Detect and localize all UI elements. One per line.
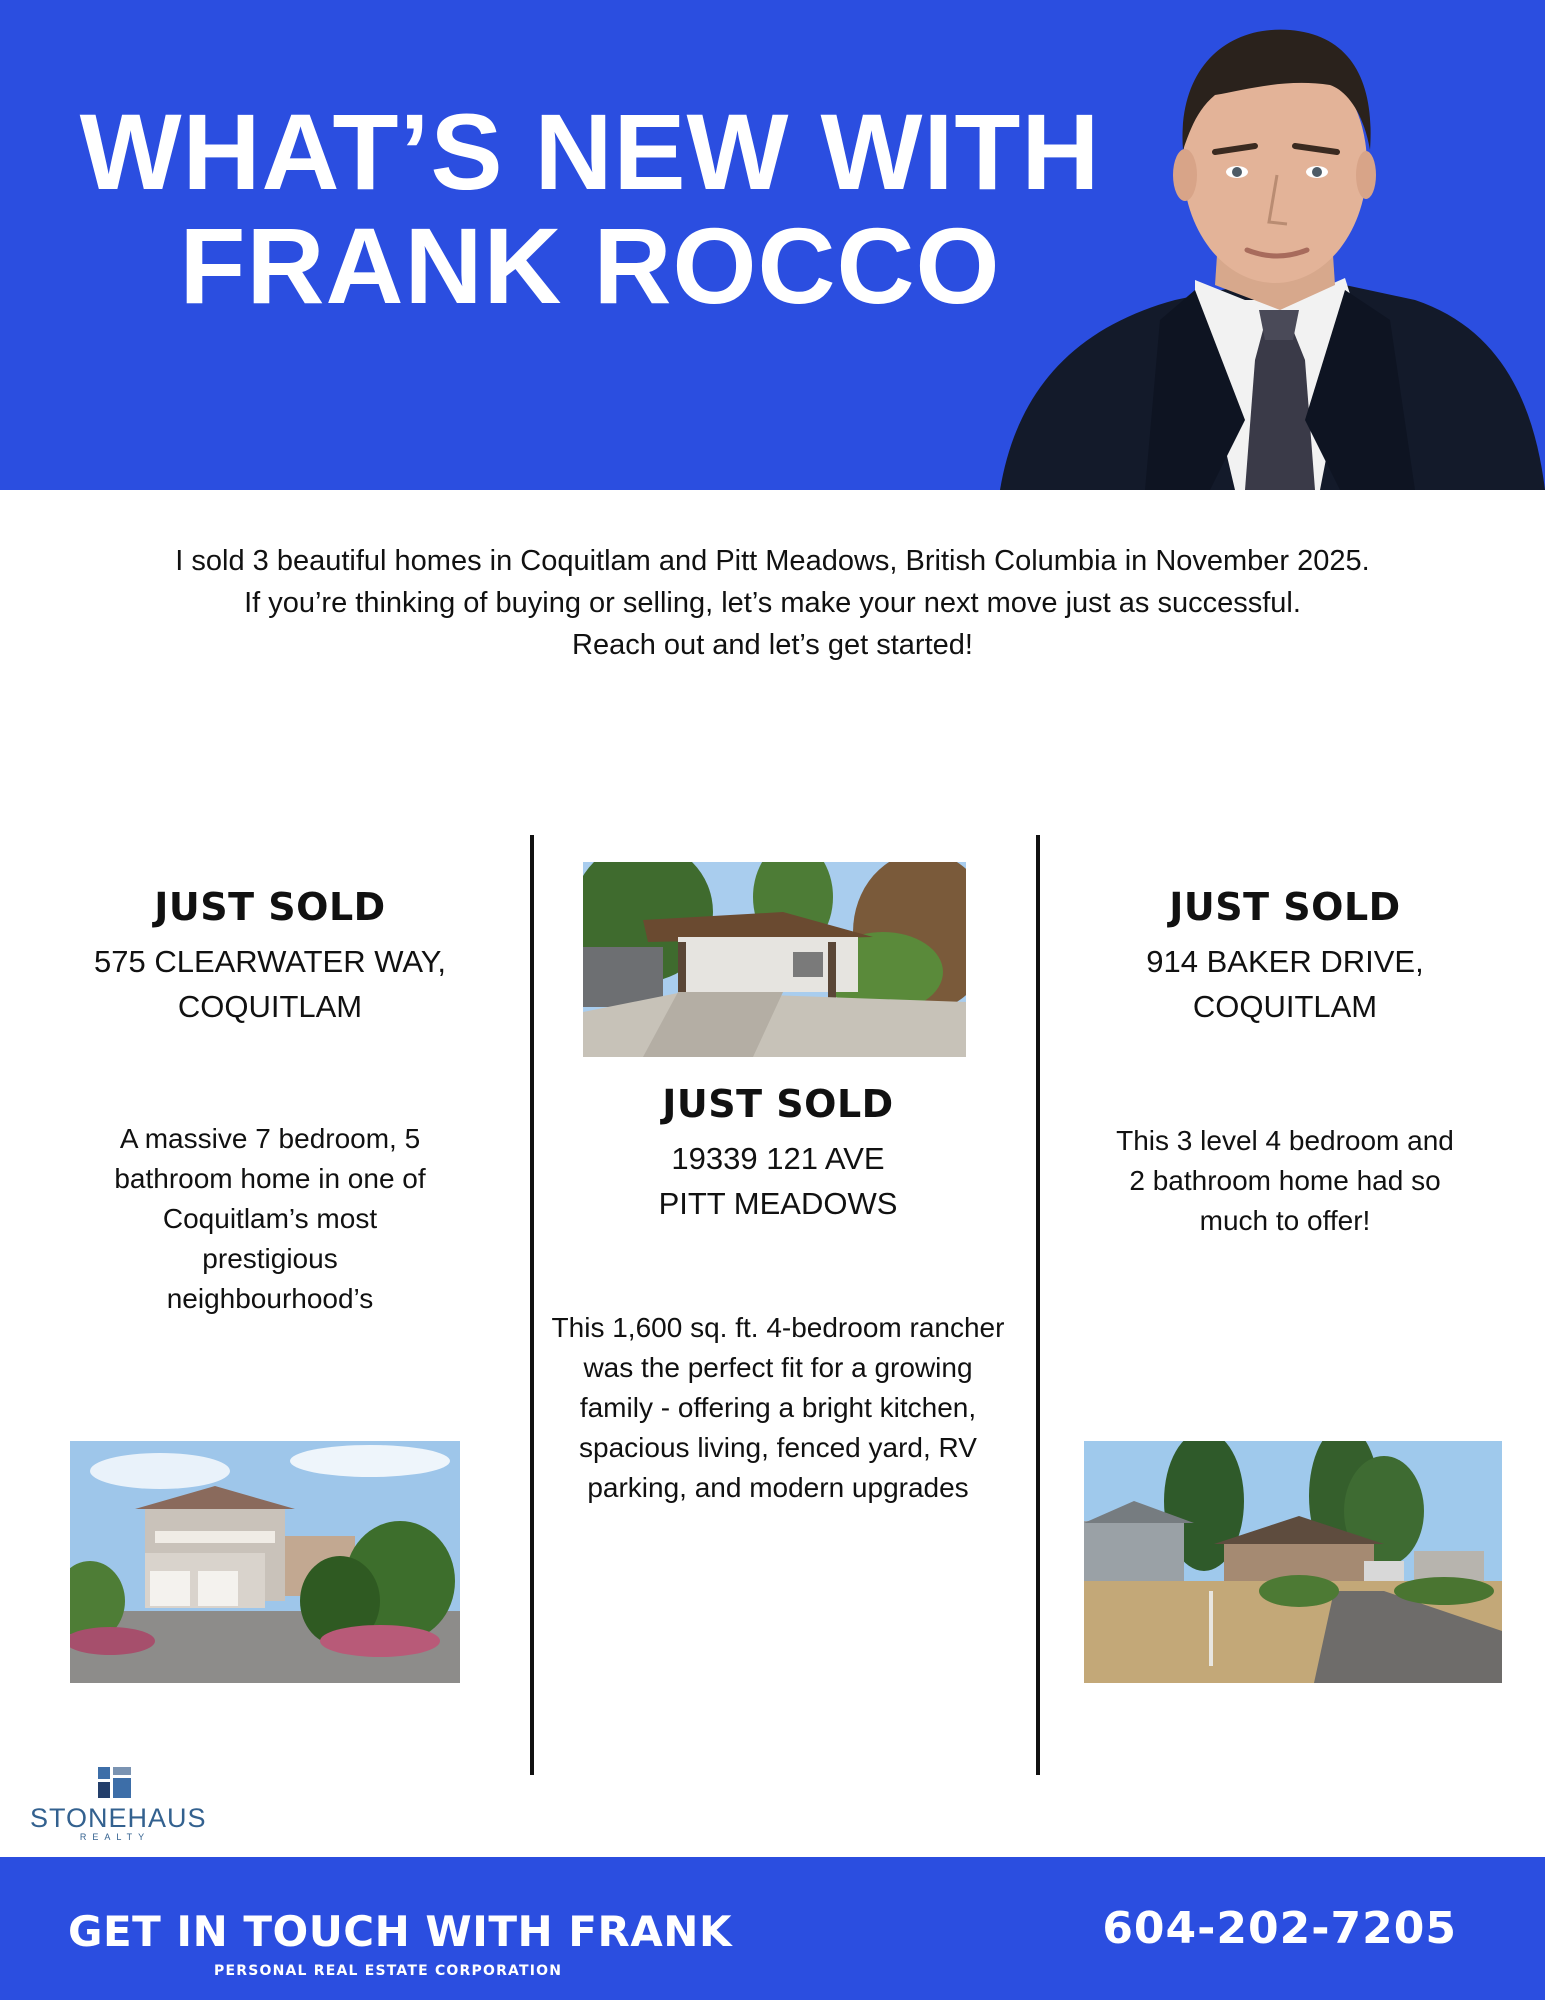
description-line: spacious living, fenced yard, RV xyxy=(579,1432,977,1463)
description-line: 2 bathroom home had so xyxy=(1129,1165,1441,1196)
address-line-1: 575 CLEARWATER WAY, xyxy=(93,944,447,979)
description-line: This 1,600 sq. ft. 4-bedroom rancher xyxy=(551,1312,1005,1343)
description-line: family - offering a bright kitchen, xyxy=(579,1392,977,1423)
listing-address xyxy=(1070,939,1500,1029)
address-line-2: PITT MEADOWS xyxy=(658,1186,898,1221)
description-line: Coquitlam’s most xyxy=(162,1203,378,1234)
address-line-2: COQUITLAM xyxy=(177,989,363,1024)
just-sold-badge: JUST SOLD xyxy=(154,885,386,929)
listing-description xyxy=(1070,1121,1500,1241)
title-line-1: WHAT’S NEW WITH xyxy=(79,91,1101,212)
listing-3 xyxy=(1070,885,1500,1241)
just-sold-badge: JUST SOLD xyxy=(662,1082,894,1126)
listing-description xyxy=(60,1119,480,1319)
header-banner xyxy=(0,0,1545,490)
listing-1 xyxy=(60,885,480,1319)
listing-3-photo xyxy=(1084,1441,1502,1683)
logo-name: STONEHAUS xyxy=(30,1803,207,1833)
intro-line-2: If you’re thinking of buying or selling, let’s make your next move just as successful. xyxy=(244,587,1301,619)
intro-line-1: I sold 3 beautiful homes in Coquitlam and Pitt Meadows, British Columbia in November 2025. xyxy=(175,545,1370,577)
phone-number[interactable]: 604-202-7205 xyxy=(1102,1903,1457,1954)
listing-description xyxy=(545,1308,1011,1508)
corporation-label: PERSONAL REAL ESTATE CORPORATION xyxy=(214,1963,563,1979)
address-line-1: 914 BAKER DRIVE, xyxy=(1146,944,1424,979)
intro-text xyxy=(60,540,1485,666)
intro-line-3: Reach out and let’s get started! xyxy=(572,629,973,661)
description-line: This 3 level 4 bedroom and xyxy=(1116,1125,1454,1156)
column-divider-left xyxy=(530,835,534,1775)
description-line: parking, and modern upgrades xyxy=(587,1472,969,1503)
description-line: prestigious xyxy=(202,1243,338,1274)
description-line: much to offer! xyxy=(1199,1205,1371,1236)
address-line-1: 19339 121 AVE xyxy=(671,1141,885,1176)
logo-subtitle: REALTY xyxy=(79,1832,151,1842)
listing-address xyxy=(545,1136,1011,1226)
description-line: neighbourhood’s xyxy=(166,1283,374,1314)
description-line: A massive 7 bedroom, 5 xyxy=(119,1123,421,1154)
description-line: was the perfect fit for a growing xyxy=(583,1352,973,1383)
address-line-2: COQUITLAM xyxy=(1192,989,1378,1024)
listing-address xyxy=(60,939,480,1029)
title-line-2: FRANK ROCCO xyxy=(179,205,1001,326)
stonehaus-logo-icon xyxy=(95,1765,135,1801)
description-line: bathroom home in one of xyxy=(114,1163,426,1194)
footer-banner xyxy=(0,1857,1545,2000)
just-sold-badge: JUST SOLD xyxy=(1169,885,1401,929)
stonehaus-logo xyxy=(30,1765,207,1850)
listing-2 xyxy=(545,1082,1011,1508)
agent-portrait xyxy=(945,0,1545,490)
listing-1-photo xyxy=(70,1441,460,1683)
listing-2-photo xyxy=(583,862,966,1057)
column-divider-right xyxy=(1036,835,1040,1775)
contact-heading: GET IN TOUCH WITH FRANK xyxy=(68,1907,732,1956)
